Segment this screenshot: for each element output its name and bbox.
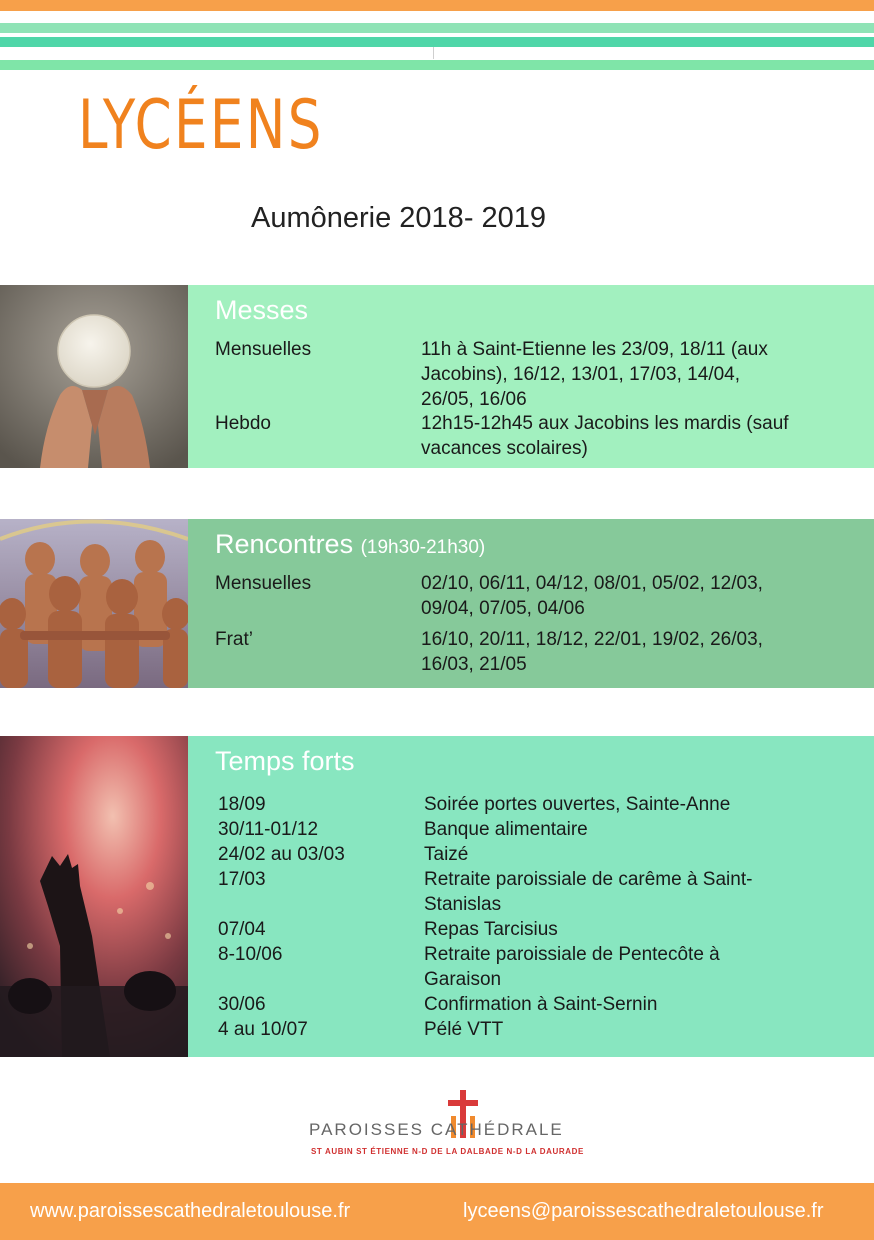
text-line: Garaison	[424, 969, 502, 990]
rencontres-row-text	[421, 571, 763, 621]
text-line: Confirmation à Saint-Sernin	[424, 994, 658, 1015]
event-description	[424, 792, 814, 817]
rencontres-hours: (19h30-21h30)	[360, 537, 486, 558]
logo-name: PAROISSES CATHÉDRALE	[309, 1120, 564, 1139]
event-description	[424, 992, 814, 1017]
rencontres-row-label: Frat’	[215, 629, 253, 650]
rencontres-row-label: Mensuelles	[215, 573, 312, 594]
messes-title: Messes	[215, 295, 309, 325]
website-link[interactable]: www.paroissescathedraletoulouse.fr	[30, 1200, 351, 1222]
text-line: vacances scolaires)	[421, 438, 588, 459]
rencontres-panel	[188, 519, 874, 688]
rencontres-row-text	[421, 627, 763, 677]
text-line: Retraite paroissiale de Pentecôte à	[424, 944, 720, 965]
section-rencontres	[0, 519, 874, 688]
section-messes	[0, 285, 874, 468]
text-line: Pélé VTT	[424, 1019, 504, 1040]
top-stripe-orange	[0, 0, 874, 11]
email-link[interactable]: lyceens@paroissescathedraletoulouse.fr	[463, 1200, 824, 1222]
event-date: 24/02 au 03/03	[218, 844, 345, 865]
text-line: 11h à Saint-Etienne les 23/09, 18/11 (aux	[421, 339, 768, 360]
text-line: Retraite paroissiale de carême à Saint-	[424, 869, 753, 890]
event-description	[424, 867, 814, 917]
temps-forts-title: Temps forts	[215, 746, 355, 776]
messes-panel	[188, 285, 874, 468]
top-stripe-green	[0, 60, 874, 70]
event-date: 18/09	[218, 794, 266, 815]
raised-hand-concert-photo-icon	[0, 736, 188, 1057]
text-line: 09/04, 07/05, 04/06	[421, 598, 585, 619]
text-line: 16/10, 20/11, 18/12, 22/01, 19/02, 26/03,	[421, 629, 763, 650]
paroisses-cathedrale-logo	[309, 1090, 584, 1160]
stripe-divider	[433, 47, 434, 59]
event-description	[424, 1017, 814, 1042]
clay-figures-embrace-photo-icon	[0, 519, 188, 688]
rencontres-title-text: Rencontres	[215, 529, 354, 559]
event-description	[424, 917, 814, 942]
text-line: 26/05, 16/06	[421, 389, 527, 410]
footer-bar	[0, 1183, 874, 1240]
text-line: Repas Tarcisius	[424, 919, 558, 940]
top-stripe-mint	[0, 23, 874, 33]
messes-row-label: Hebdo	[215, 413, 271, 434]
top-stripe-teal	[0, 37, 874, 47]
text-line: Taizé	[424, 844, 469, 865]
section-temps-forts	[0, 736, 874, 1057]
event-description	[424, 817, 814, 842]
rencontres-title	[215, 529, 485, 560]
text-line: 16/03, 21/05	[421, 654, 527, 675]
text-line: 12h15-12h45 aux Jacobins les mardis (sauf	[421, 413, 789, 434]
event-date: 30/11-01/12	[218, 819, 319, 840]
messes-row-label: Mensuelles	[215, 339, 312, 360]
event-date: 4 au 10/07	[218, 1019, 308, 1040]
text-line: Banque alimentaire	[424, 819, 588, 840]
messes-row-text	[421, 337, 768, 412]
logo-subline: ST AUBIN ST ÉTIENNE N-D DE LA DALBADE N-D LA DAURADE	[311, 1147, 584, 1156]
text-line: 02/10, 06/11, 04/12, 08/01, 05/02, 12/03,	[421, 573, 763, 594]
event-description	[424, 842, 814, 867]
event-date: 07/04	[218, 919, 266, 940]
messes-row-text	[421, 411, 789, 461]
page-title: LYCÉENS	[78, 86, 324, 165]
event-date: 17/03	[218, 869, 266, 890]
event-date: 8-10/06	[218, 944, 283, 965]
text-line: Stanislas	[424, 894, 502, 915]
host-hands-photo-icon	[0, 285, 188, 468]
text-line: Jacobins), 16/12, 13/01, 17/03, 14/04,	[421, 364, 741, 385]
page-subtitle: Aumônerie 2018- 2019	[251, 202, 547, 234]
text-line: Soirée portes ouvertes, Sainte-Anne	[424, 794, 731, 815]
event-date: 30/06	[218, 994, 266, 1015]
temps-forts-panel	[188, 736, 874, 1057]
event-description	[424, 942, 814, 992]
